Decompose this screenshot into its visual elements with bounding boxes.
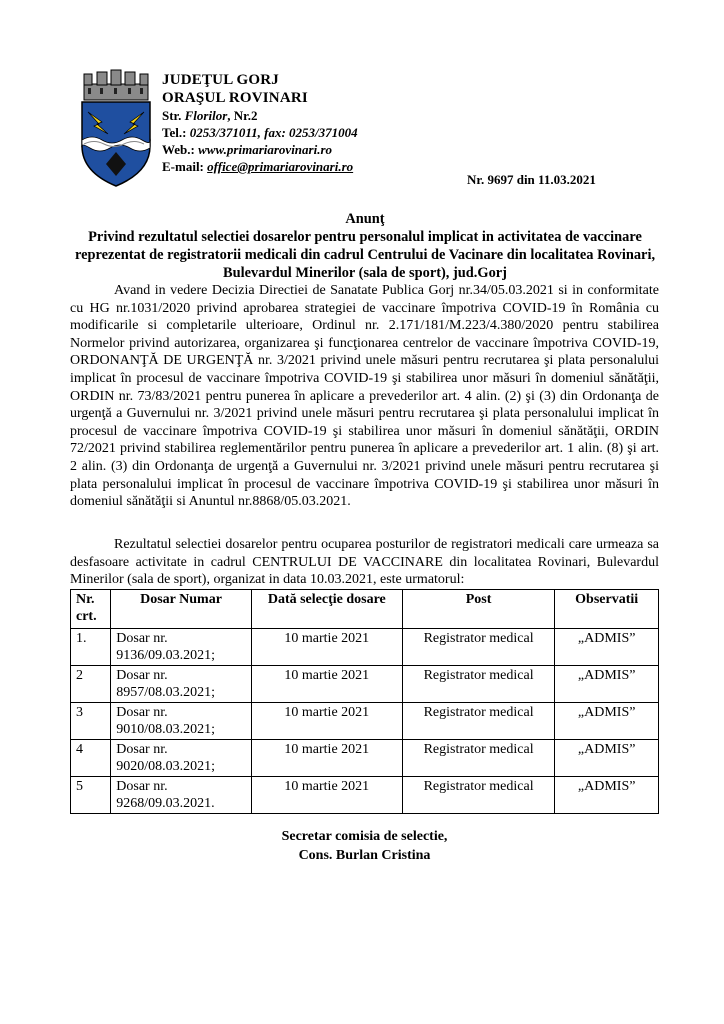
cell-dosar: Dosar nr. 9136/09.03.2021; [111, 629, 251, 666]
cell-data: 10 martie 2021 [251, 740, 402, 777]
result-intro-paragraph: Rezultatul selectiei dosarelor pentru ocuparea posturilor de registratori medicali care urmeaza sa desfasoare activitate in cadrul CENTRULUI DE VACCINARE din localitatea Rovinari, Bulevardul Minerilor (sala de sport), organizat in data 10.03.2021, este urmatorul: [70, 537, 659, 588]
header-dosar-numar: Dosar Numar [111, 590, 251, 629]
street-prefix: Str. [162, 108, 185, 123]
cell-nr: 1. [71, 629, 111, 666]
table-row [71, 777, 659, 814]
cell-dosar: Dosar nr. 9020/08.03.2021; [111, 740, 251, 777]
header-observatii: Observatii [555, 590, 659, 629]
fax-label: , fax: [257, 125, 290, 140]
cell-dosar: Dosar nr. 9010/08.03.2021; [111, 703, 251, 740]
cell-data: 10 martie 2021 [251, 777, 402, 814]
web-label: Web.: [162, 142, 199, 157]
header-data-selectie: Dată selecţie dosare [251, 590, 402, 629]
table-header-row [71, 590, 659, 629]
street-suffix: , Nr.2 [227, 108, 258, 123]
address-line [162, 107, 358, 124]
tel-label: Tel.: [162, 125, 190, 140]
cell-nr: 5 [71, 777, 111, 814]
signature-name: Cons. Burlan Cristina [298, 848, 431, 863]
cell-observatii: „ADMIS” [555, 629, 659, 666]
cell-data: 10 martie 2021 [251, 703, 402, 740]
institution-header [162, 71, 358, 175]
email-line [162, 158, 358, 175]
signature-block [70, 827, 659, 865]
signature-role: Secretar comisia de selectie, [281, 829, 448, 844]
cell-post: Registrator medical [402, 740, 555, 777]
web-link[interactable]: www.primariarovinari.ro [198, 142, 333, 157]
rovinari-coat-of-arms-icon [78, 68, 154, 188]
cell-nr: 2 [71, 666, 111, 703]
header-post: Post [402, 590, 555, 629]
legal-basis-paragraph: Avand in vedere Decizia Directiei de Sanatate Publica Gorj nr.34/05.03.2021 si in conformitate cu HG nr.1031/2020 privind aprobarea strategiei de vaccinare împotriva COVID-19 în România cu modificarile si completarile ulterioare, Ordinul nr. 2.171/181/M.223/4.380/2020 pentru stabilirea Normelor privind autorizarea, organizarea şi funcţionarea centrelor de vaccinare împotriva COVID-19, ORDONANŢĂ DE URGENŢĂ nr. 3/2021 privind unele măsuri pentru recrutarea şi plata personalului implicat în procesul de vaccinare împotriva COVID-19 şi stabilirea unor măsuri în domeniul sănătăţii, ORDIN nr. 73/83/2021 pentru punerea în aplicare a prevederilor art. 4 alin. (2) şi (3) din Ordonanţa de urgenţă a Guvernului nr. 3/2021 privind unele măsuri pentru recrutarea şi plata personalului implicat în procesul de vaccinare împotriva COVID-19 şi stabilirea unor măsuri în domeniul sănătăţii, ORDIN 72/2021 privind stabilirea reglementărilor pentru punerea în aplicare a prevederilor art. 1 alin. (8) şi art. 2 alin. (3) din Ordonanţa de urgenţă a Guvernului nr. 3/2021 privind unele măsuri pentru recrutarea şi plata personalului implicat în procesul de vaccinare împotriva COVID-19 şi stabilirea unor măsuri în domeniul sănătăţii si Anuntul nr.8868/05.03.2021. [70, 283, 659, 510]
cell-observatii: „ADMIS” [555, 777, 659, 814]
web-line [162, 141, 358, 158]
fax-value: 0253/371004 [289, 125, 358, 140]
cell-data: 10 martie 2021 [251, 629, 402, 666]
cell-dosar: Dosar nr. 9268/09.03.2021. [111, 777, 251, 814]
street-name: Florilor [184, 108, 228, 123]
table-row [71, 740, 659, 777]
cell-data: 10 martie 2021 [251, 666, 402, 703]
town-name: ORAŞUL ROVINARI [162, 90, 308, 106]
announcement-heading: Anunţ [345, 211, 385, 227]
announcement-subtitle: Privind rezultatul selectiei dosarelor pentru personalul implicat in activitatea de vaccinare reprezentat de registratorii medicali din cadrul Centrului de Vacinare din localitatea Rovinari, Bulevardul Minerilor (sala de sport), jud.Gorj [74, 229, 656, 281]
table-row [71, 666, 659, 703]
registration-number: Nr. 9697 din 11.03.2021 [467, 172, 596, 187]
results-table [70, 589, 659, 814]
announcement-title [70, 210, 660, 282]
email-link[interactable]: office@primariarovinari.ro [207, 159, 354, 174]
cell-post: Registrator medical [402, 666, 555, 703]
phone-line [162, 124, 358, 141]
tel-value: 0253/371011 [189, 125, 258, 140]
cell-dosar: Dosar nr. 8957/08.03.2021; [111, 666, 251, 703]
cell-observatii: „ADMIS” [555, 703, 659, 740]
cell-post: Registrator medical [402, 703, 555, 740]
cell-nr: 4 [71, 740, 111, 777]
table-row [71, 703, 659, 740]
header-nr-crt: Nr. crt. [71, 590, 111, 629]
cell-observatii: „ADMIS” [555, 740, 659, 777]
cell-post: Registrator medical [402, 629, 555, 666]
cell-post: Registrator medical [402, 777, 555, 814]
county-name: JUDEŢUL GORJ [162, 72, 280, 88]
table-row [71, 629, 659, 666]
cell-nr: 3 [71, 703, 111, 740]
email-label: E-mail: [162, 159, 208, 174]
cell-observatii: „ADMIS” [555, 666, 659, 703]
